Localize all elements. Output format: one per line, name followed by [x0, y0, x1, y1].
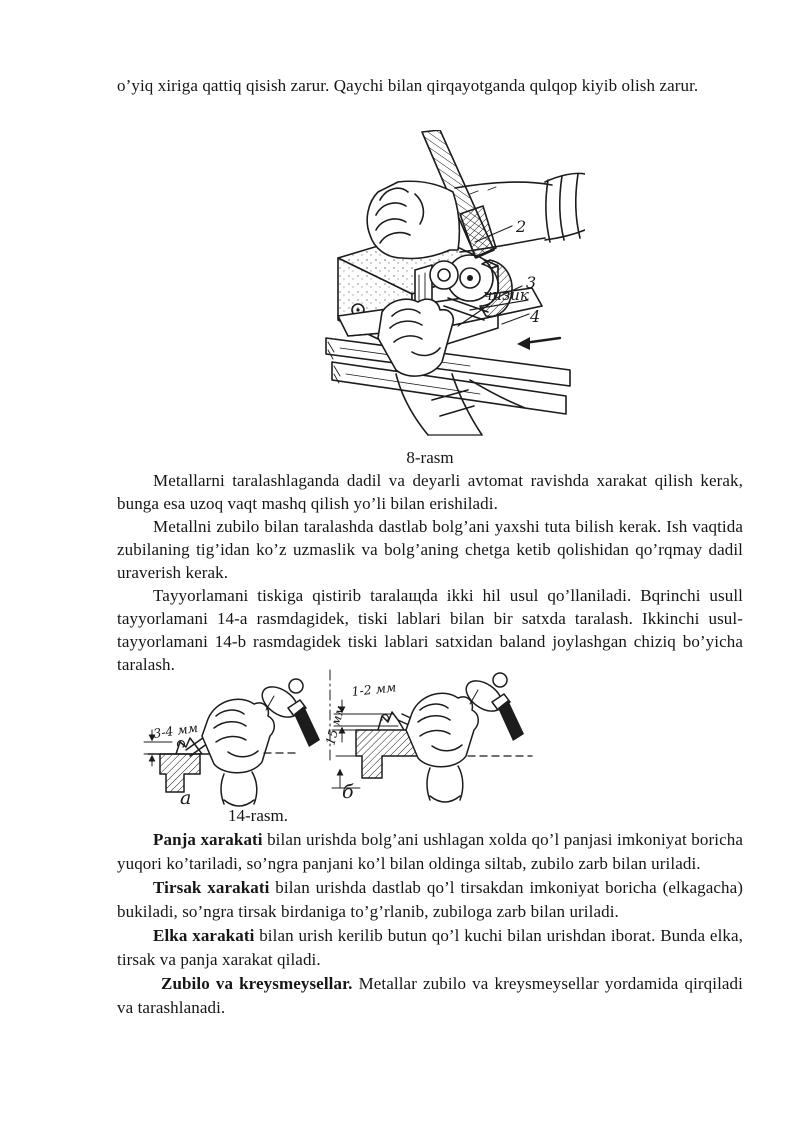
paragraph-panja-lead: Panja xarakati: [153, 830, 263, 849]
paragraph-elka-lead: Elka xarakati: [153, 926, 255, 945]
lower-text-block: [117, 828, 743, 1020]
middle-text-block: [117, 469, 743, 676]
lower-hand-and-arm: [378, 299, 525, 435]
paragraph-tirsak-body: bilan urishda dastlab qo’l tirsakdan imkoniyat boricha (elkagacha) bukiladi, so’ngra tirsak birdaniga to’g’rlanib, zubiloga zarb bilan uriladi.: [117, 878, 743, 921]
paragraph-zubilo-body: Metallar zubilo va kreysmeysellar yordamida qirqiladi va tarashlanadi.: [117, 974, 743, 1017]
workbench-boards: [326, 338, 570, 414]
figure14b-dimension-top: 1-2 мм: [350, 679, 397, 699]
paragraph-tayyorlamani: Tayyorlamani tiskiga qistirib taralaщda ikki hil usul qo’llaniladi. Bqrinchi usull tayyorlamani 14-a rasmdagidek, tiski lablari bilan bir satxda taralash. Ikkinchi usul-tayyorlamani 14-b rasmdagidek tiski lablari satxidan baland joylashgan chiziq bo’yicha taralash.: [117, 586, 743, 674]
figure8-label-3: 3: [526, 273, 537, 292]
paragraph-tirsak: [117, 876, 743, 924]
paragraph-zubilo-lead: Zubilo va kreysmeysellar.: [161, 974, 353, 993]
figure14-illustration: [128, 664, 598, 816]
figure8-illustration: [320, 130, 585, 445]
paragraph-panja-body: bilan urishda bolg’ani ushlagan xolda qo’l panjasi imkoniyat boricha yuqori ko’tariladi, so’ngra panjani ko’l bilan oldinga siltab, zubilo zarb bilan uriladi.: [117, 830, 743, 873]
paragraph-panja: [117, 828, 743, 876]
figure8-label-chizik: чизик: [483, 286, 529, 304]
paragraph-metallarni: Metallarni taralashlaganda dadil va deyarli avtomat ravishda xarakat qilish kerak, bunga esa uzoq vaqt mashq qilish yo’li bilan erishiladi.: [117, 471, 743, 513]
figure14b-dimension-side: 15 мм: [322, 703, 348, 747]
figure14a: [144, 679, 320, 806]
paragraph-zubilo: [117, 972, 743, 1020]
paragraph-elka: [117, 924, 743, 972]
figure8-label-2: 2: [516, 217, 527, 236]
figure8-caption: 8-rasm: [406, 448, 454, 467]
paragraph-intro: o’yiq xiriga qattiq qisish zarur. Qaychi bilan qirqayotganda qulqop kiyib olish zarur.: [117, 76, 699, 95]
figure14a-label: а: [180, 787, 192, 809]
paragraph-tirsak-lead: Tirsak xarakati: [153, 878, 270, 897]
figure14-caption: 14-rasm.: [228, 806, 288, 825]
paragraph-elka-body: bilan urish kerilib butun qo’l kuchi bilan urishdan iborat. Bunda elka, tirsak va panja xarakat qiladi.: [117, 926, 743, 969]
figure8-label-4: 4: [530, 307, 541, 326]
figure14b-label: б: [342, 781, 354, 803]
paragraph-metallni: Metallni zubilo bilan taralashda dastlab bolg’ani yaxshi tuta bilish kerak. Ish vaqtida zubilaning tig’idan ko’z uzmaslik va bolg’aning chetga ketib qolishidan qo’rqmay dadil uraverish kerak.: [117, 517, 743, 582]
figure14a-dimension: 3-4 мм: [152, 719, 199, 741]
